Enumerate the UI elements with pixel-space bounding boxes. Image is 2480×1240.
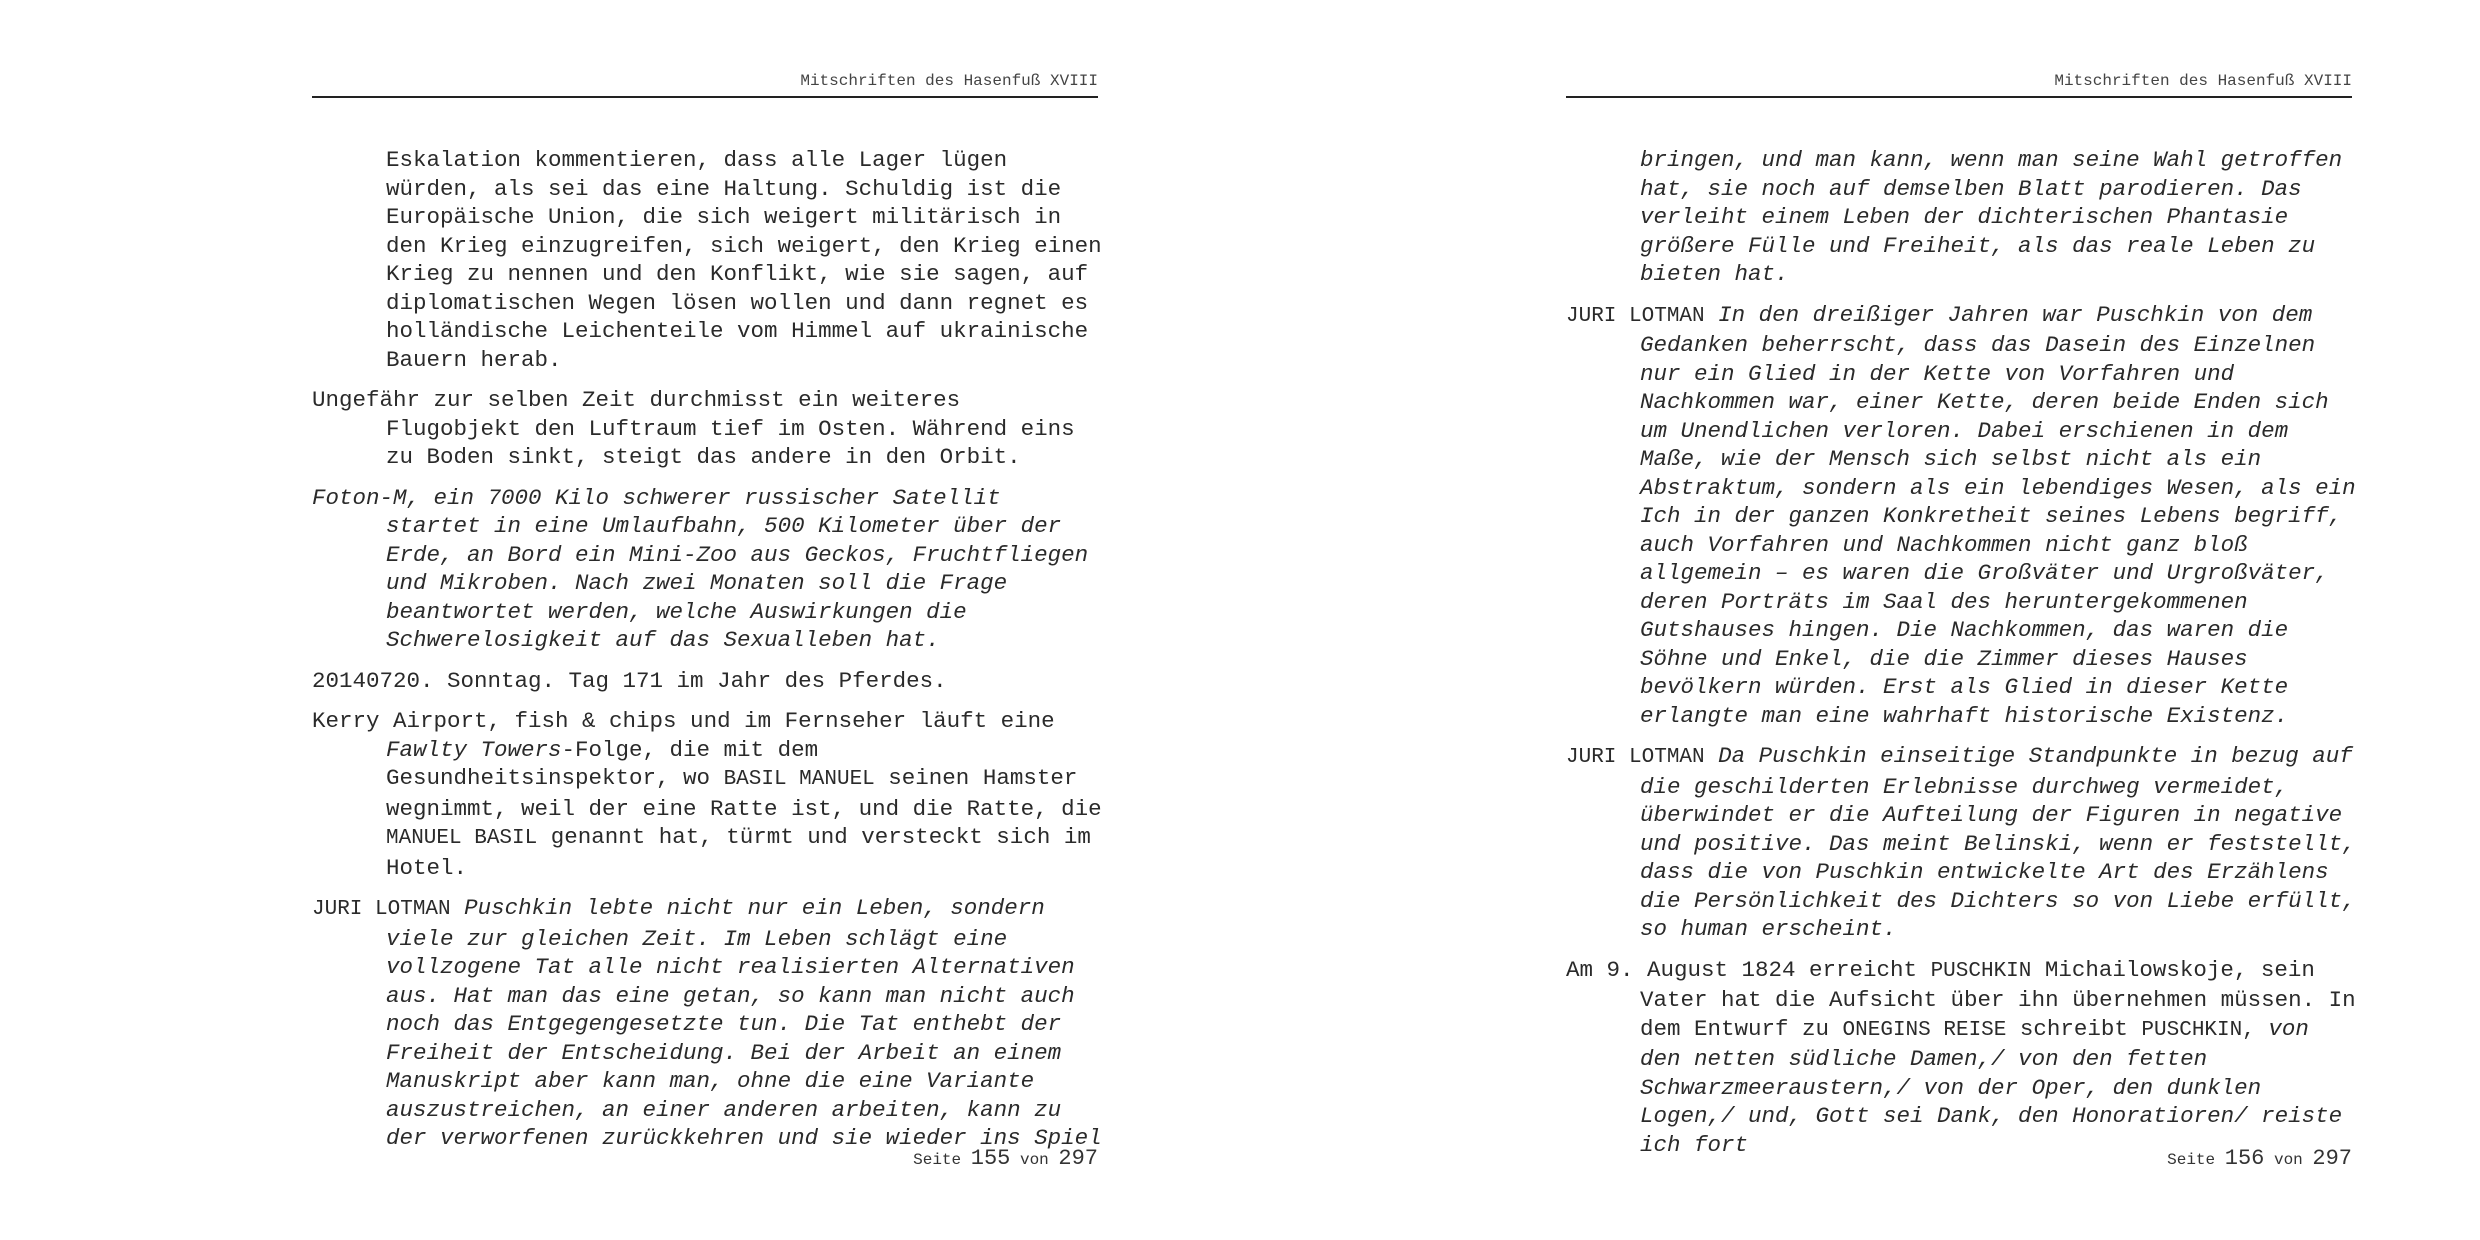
paragraph (312, 707, 1102, 882)
character-name: PUSCHKIN (1930, 959, 2032, 983)
text-segment: genannt hat, türmt und versteckt sich im Hotel. (386, 824, 1091, 881)
running-header-left: Mitschriften des Hasenfuß XVIII (312, 72, 1098, 98)
right-page-content (1566, 146, 2356, 1171)
show-title: Fawlty Towers (386, 736, 562, 763)
page-of: von (2273, 1151, 2303, 1169)
paragraph: Eskalation kommentieren, dass alle Lager lügen würden, als sei das eine Haltung. Schuldig ist die Europäische Union, die sich weigert militärisch in den Krieg einzugreifen, sich weigert, den Krieg einen Krieg zu nennen und den Konflikt, wie sie sagen, auf diplomatischen Wegen lösen wollen und dann regnet es holländische Leichenteile vom Himmel auf ukrainische Bauern herab. (386, 147, 1102, 373)
page-label: Seite (2167, 1151, 2216, 1169)
quote-paragraph (312, 894, 1102, 1153)
paragraph (1566, 956, 2356, 1160)
quote-continuation: bringen, und man kann, wenn man seine Wahl getroffen hat, sie noch auf demselben Blatt parodieren. Das verleiht einem Leben der dichterischen Phantasie größere Fülle und Freiheit, als das reale Leben zu bieten hat. (1640, 147, 2343, 287)
text-segment: Am 9. August 1824 erreicht (1566, 956, 1931, 983)
text-segment: -Folge, die mit dem Gesundheitsinspektor, wo (386, 736, 819, 791)
date-line: 20140720. Sonntag. Tag 171 im Jahr des Pferdes. (312, 667, 947, 694)
work-title: ONEGINS REISE (1842, 1018, 2007, 1042)
page-number: 156 (2224, 1146, 2265, 1171)
right-page (1566, 0, 2356, 1240)
speaker-name: JURI LOTMAN (1566, 304, 1705, 328)
quote-text: In den dreißiger Jahren war Puschkin von dem Gedanken beherrscht, dass das Dasein des Einzelnen nur ein Glied in der Kette von Vorfahren und Nachkommen war, einer Kette, deren beide Enden sich um Unendlichen verloren. Dabei erschienen in dem Maße, wie der Mensch sich selbst nicht als ein Abstraktum, sondern als ein lebendiges Wesen, als ein Ich in der ganzen Konkretheit seines Lebens begriff, auch Vorfahren und Nachkommen nicht ganz bloß allgemein – es waren die Großväter und Urgroßväter, deren Porträts im Saal des heruntergekommenen Gutshauses hingen. Die Nachkommen, das waren die Söhne und Enkel, die die Zimmer dieses Hauses bevölkern würden. Erst als Glied in dieser Kette erlangte man eine wahrhaft historische Existenz. (1640, 301, 2356, 729)
paragraph-italic: Foton-M, ein 7000 Kilo schwerer russischer Satellit startet in eine Umlaufbahn, 500 Kilometer über der Erde, an Bord ein Mini-Zoo aus Geckos, Fruchtfliegen und Mikroben. Nach zwei Monaten soll die Frage beantwortet werden, welche Auswirkungen die Schwerelosigkeit auf das Sexualleben hat. (312, 484, 1089, 653)
quote-paragraph (1566, 742, 2356, 944)
page-of: von (1019, 1151, 1049, 1169)
paragraph: Ungefähr zur selben Zeit durchmisst ein weiteres Flugobjekt den Luftraum tief im Osten. Während eins zu Boden sinkt, steigt das andere in den Orbit. (312, 387, 1075, 470)
left-page-content (312, 146, 1102, 1165)
left-page (312, 0, 1102, 1240)
text-segment: schreibt (2006, 1015, 2142, 1042)
page-number-left (312, 1146, 1098, 1171)
speaker-name: JURI LOTMAN (1566, 746, 1705, 769)
quote-text: Puschkin lebte nicht nur ein Leben, sondern viele zur gleichen Zeit. Im Leben schlägt eine vollzogene Tat alle nicht realisierten Alternativen aus. Hat man das eine getan, so kann man nicht auch noch das Entgegengesetzte tun. Die Tat enthebt der Freiheit der Entscheidung. Bei der Arbeit an einem Manuskript aber kann man, ohne die eine Variante auszustreichen, an einer anderen arbeiten, kann zu der verworfenen zurückkehren und sie wieder ins Spiel (386, 895, 1102, 1151)
speaker-name: JURI LOTMAN (312, 898, 451, 921)
character-name: BASIL MANUEL (723, 768, 875, 791)
running-header-right: Mitschriften des Hasenfuß XVIII (1566, 72, 2352, 98)
quote-text: Da Puschkin einseitige Standpunkte in bezug auf die geschilderten Erlebnisse durchweg vermeidet, überwindet er die Aufteilung der Figuren in negative und positive. Das meint Belinski, wenn er feststellt, dass die von Puschkin entwickelte Art des Erzählens die Persönlichkeit des Dichters so von Liebe erfüllt, so human erscheint. (1640, 743, 2356, 942)
page-total: 297 (1058, 1146, 1098, 1171)
text-segment: Kerry Airport, fish & chips und im Fernseher läuft eine (312, 708, 1055, 734)
page-number-right (1566, 1146, 2352, 1171)
text-segment: seinen Hamster wegnimmt, weil der eine Ratte ist, und die Ratte, die (386, 765, 1102, 822)
text-segment: Michailowskoje, sein Vater hat die Aufsicht über ihn übernehmen müssen. In dem Entwurf zu (1640, 956, 2356, 1042)
quote-text: von den netten südliche Damen,/ von den fetten Schwarzmeeraustern,/ von der Oper, den dunklen Logen,/ und, Gott sei Dank, den Honoratioren/ reiste ich fort (1640, 1015, 2343, 1158)
character-name: MANUEL BASIL (386, 827, 538, 850)
page-number: 155 (970, 1146, 1011, 1171)
quote-paragraph (1566, 301, 2356, 731)
page-label: Seite (913, 1151, 962, 1169)
character-name: PUSCHKIN, (2141, 1018, 2255, 1042)
page-total: 297 (2312, 1146, 2352, 1171)
